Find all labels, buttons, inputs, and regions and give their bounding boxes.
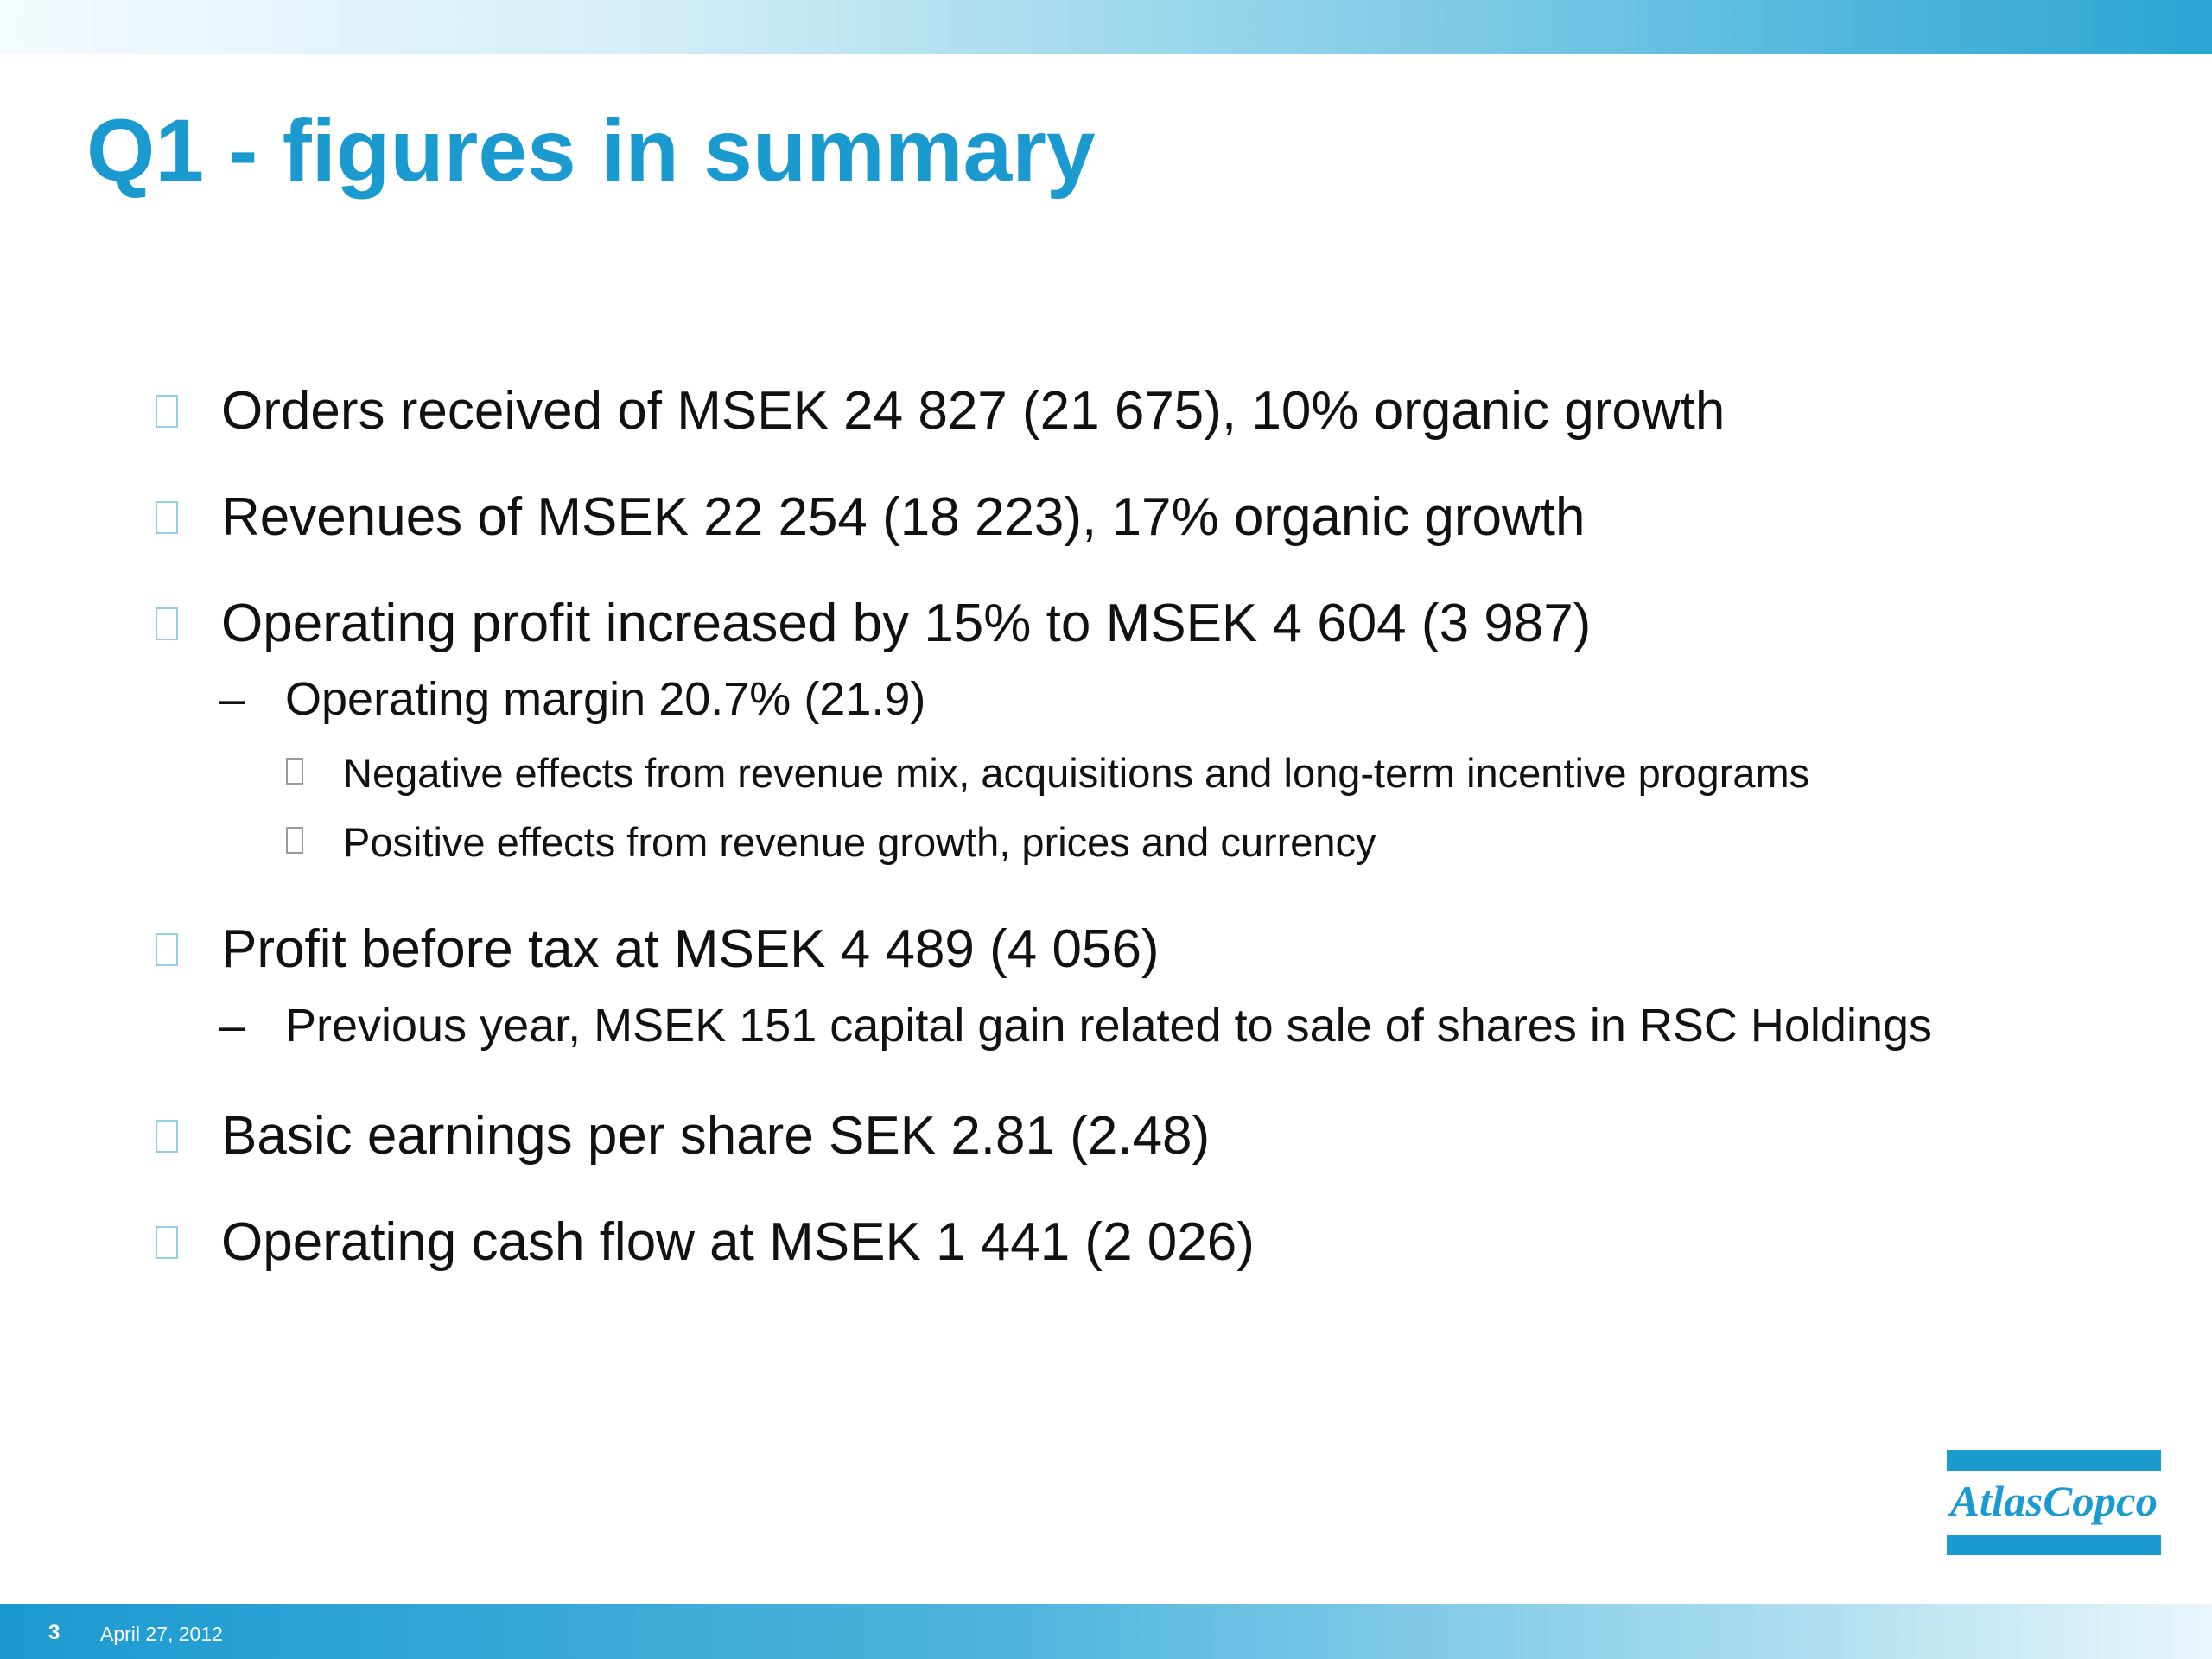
list-item — [285, 1000, 1933, 1052]
square-bullet-icon — [156, 501, 178, 534]
bullet-text: Profit before tax at MSEK 4 489 (4 056) — [221, 919, 1160, 979]
list-item — [285, 673, 926, 725]
logo-wordmark: AtlasCopco — [1947, 1477, 2158, 1525]
square-bullet-icon — [156, 933, 178, 966]
bullet-text: Revenues of MSEK 22 254 (18 223), 17% organic growth — [221, 487, 1586, 547]
list-item — [221, 487, 1586, 547]
bullet-text: Basic earnings per share SEK 2.81 (2.48) — [221, 1106, 1211, 1166]
bullet-text: Operating cash flow at MSEK 1 441 (2 026) — [221, 1212, 1255, 1272]
list-item — [221, 1212, 1255, 1272]
square-bullet-icon — [156, 1120, 178, 1153]
sub-sub-bullet-text: Negative effects from revenue mix, acquisitions and long-term incentive programs — [343, 750, 1810, 796]
list-item — [221, 594, 1592, 653]
sub-bullet-text: Operating margin 20.7% (21.9) — [285, 673, 926, 725]
sub-bullet-text: Previous year, MSEK 151 capital gain related to sale of shares in RSC Holdings — [285, 1000, 1933, 1052]
list-item — [343, 750, 1810, 796]
list-item — [221, 1106, 1211, 1166]
slide-title: Q1 - figures in summary — [86, 101, 1096, 200]
list-item — [221, 381, 1726, 441]
dash-bullet-icon: – — [219, 673, 246, 725]
bullet-text: Orders received of MSEK 24 827 (21 675), 10% organic growth — [221, 381, 1726, 441]
square-bullet-icon — [156, 607, 178, 640]
bottom-gradient-band — [0, 1604, 2212, 1659]
square-bullet-icon — [286, 758, 303, 785]
square-bullet-icon — [156, 395, 178, 428]
atlas-copco-logo — [1947, 1450, 2161, 1555]
square-bullet-icon — [286, 827, 303, 854]
footer-date: April 27, 2012 — [100, 1623, 223, 1645]
list-item — [343, 819, 1376, 865]
page-number: 3 — [48, 1621, 60, 1644]
sub-sub-bullet-text: Positive effects from revenue growth, prices and currency — [343, 819, 1376, 865]
dash-bullet-icon: – — [219, 1000, 246, 1052]
square-bullet-icon — [156, 1226, 178, 1259]
bullet-text: Operating profit increased by 15% to MSEK 4 604 (3 987) — [221, 594, 1592, 653]
list-item — [221, 919, 1160, 979]
